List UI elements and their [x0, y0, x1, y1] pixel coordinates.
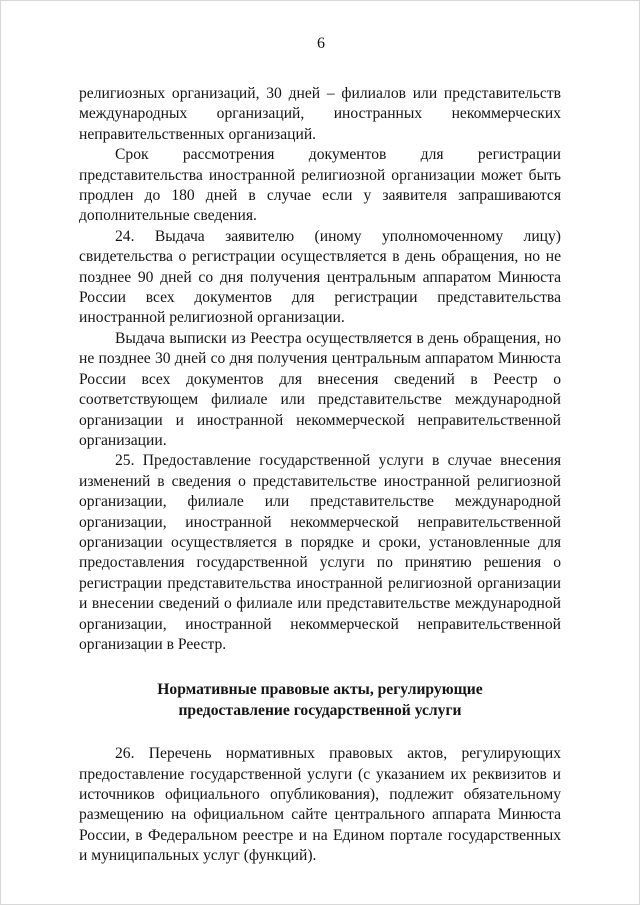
paragraph-item-25: 25. Предоставление государственной услуги в случае внесения изменений в сведения о представительстве иностранной религиозной организации, филиале или представительстве международной организации, иностранной некоммерческой неправительственной организации осуществляется в порядке и сроки, установленные для предоставления государственной услуги по принятию решения о регистрации представительства иностранной религиозной организации и внесении сведений о филиале или представительстве международной организации, иностранной некоммерческой неправительственной организации в Реестр. — [79, 452, 561, 653]
paragraph: религиозных организаций, 30 дней – филиалов или представительств международных организаций, иностранных некоммерческих неправительственных организаций. — [79, 85, 561, 143]
page-number: 6 — [317, 35, 325, 52]
paragraph: Срок рассмотрения документов для регистрации представительства иностранной религиозной организации может быть продлен до 180 дней в случае если у заявителя запрашиваются дополнительные сведения. — [79, 146, 561, 225]
section-heading-line: Нормативные правовые акты, регулирующие — [157, 681, 483, 699]
paragraph-item-24: 24. Выдача заявителю (иному уполномоченному лицу) свидетельства о регистрации осуществляется в день обращения, но не позднее 90 дней со дня получения центральным аппаратом Минюста России всех документов для регистрации представительства иностранной религиозной организации. — [79, 227, 561, 327]
paragraph: Выдача выписки из Реестра осуществляется в день обращения, но не позднее 30 дней со дня получения центральным аппаратом Минюста России всех документов для внесения сведений в Реестр о соответствующем филиале или представительстве международной организации и иностранной некоммерческой неправительственной организации. — [79, 329, 561, 449]
section-heading-line: предоставление государственной услуги — [178, 701, 462, 719]
document-body — [79, 84, 561, 867]
paragraph-item-26: 26. Перечень нормативных правовых актов, регулирующих предоставление государственной услуги (с указанием их реквизитов и источников официального опубликования), подлежит обязательному размещению на официальном сайте центрального аппарата Минюста России, в Федеральном реестре и на Едином портале государственных и муниципальных услуг (функций). — [79, 745, 561, 865]
section-heading — [79, 680, 561, 721]
